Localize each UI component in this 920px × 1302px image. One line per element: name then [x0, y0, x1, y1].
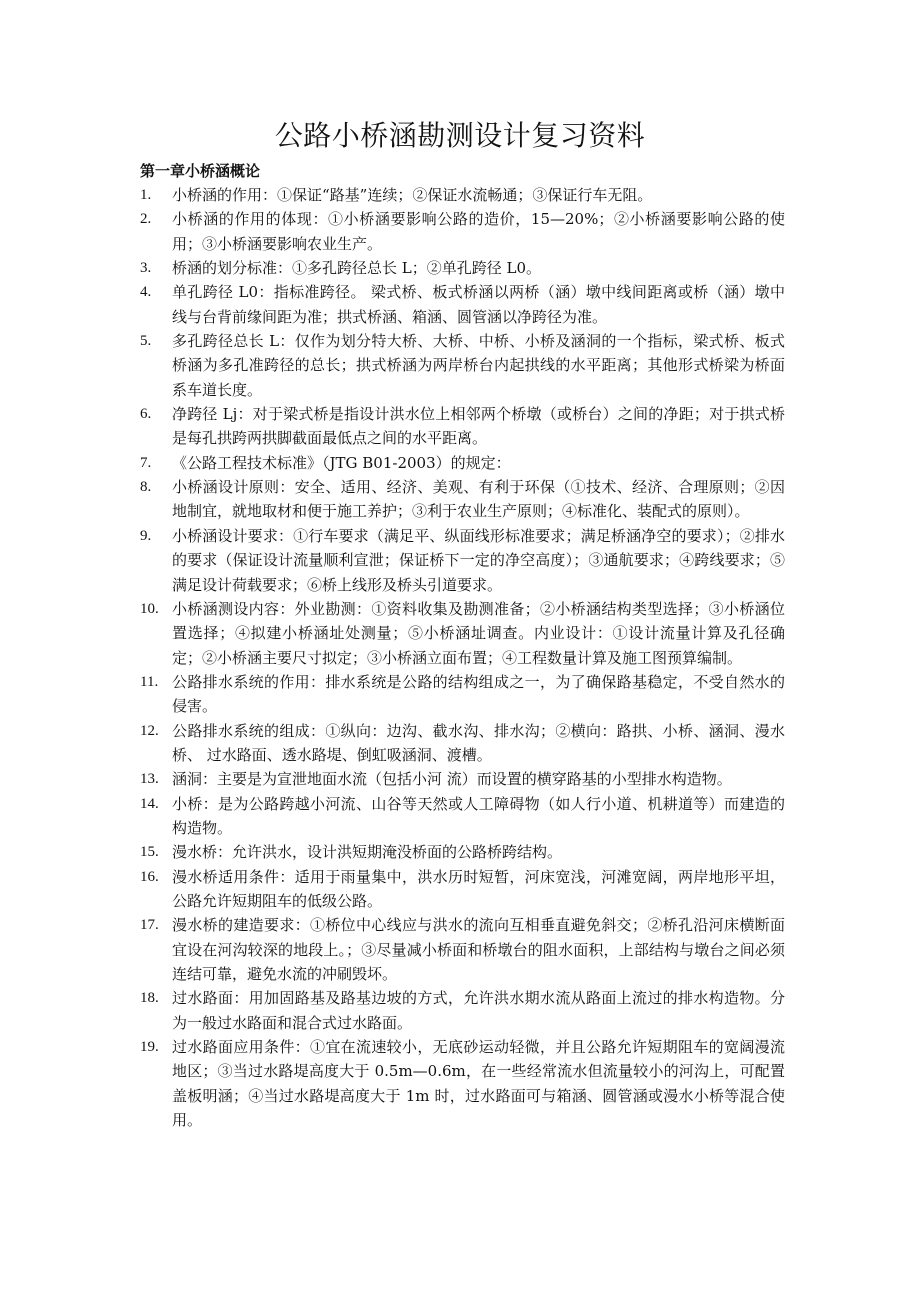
document-title: 公路小桥涵勘测设计复习资料 — [274, 119, 646, 152]
list-item-number: 17. — [140, 917, 159, 934]
list-item-text: 小桥涵设计原则：安全、适用、经济、美观、有利于环保（①技术、经济、合理原则；②因地制宜，就地取材和便于施工养护；③利于农业生产原则；④标准化、装配式的原则）。 — [172, 478, 785, 521]
list-item — [140, 865, 785, 914]
list-item-text: 《公路工程技术标准》（JTG B01-2003）的规定： — [172, 453, 511, 472]
list-item-text: 净跨径 Lj：对于梁式桥是指设计洪水位上相邻两个桥墩（或桥台）之间的净距；对于拱式桥是每孔拱跨两拱脚截面最低点之间的水平距离。 — [172, 405, 785, 448]
list-item-number: 5. — [140, 333, 152, 350]
list-item — [140, 329, 785, 402]
list-item-number: 19. — [140, 1039, 159, 1056]
chapter-heading: 第一章小桥涵概论 — [140, 162, 261, 180]
list-item — [140, 475, 785, 524]
list-item-number: 7. — [140, 454, 152, 471]
list-item-number: 8. — [140, 479, 152, 496]
list-item — [140, 451, 785, 475]
list-item-number: 1. — [140, 187, 152, 203]
list-item-text: 公路排水系统的组成：①纵向：边沟、截水沟、排水沟；②横向：路拱、小桥、涵洞、漫水桥、 过水路面、透水路堤、倒虹吸涵洞、渡槽。 — [172, 721, 785, 764]
list-item — [140, 1035, 785, 1132]
numbered-list — [140, 183, 785, 1132]
list-item-text: 涵洞：主要是为宣泄地面水流（包括小河 流）而设置的横穿路基的小型排水构造物。 — [172, 770, 732, 789]
list-item — [140, 597, 785, 670]
list-item-text: 单孔跨径 L0：指标准跨径。 梁式桥、板式桥涵以两桥（涵）墩中线间距离或桥（涵）墩中线与台背前缘间距为准；拱式桥涵、箱涵、圆管涵以净跨径为准。 — [172, 283, 785, 326]
list-item-number: 16. — [140, 868, 159, 885]
list-item-number: 15. — [140, 844, 159, 861]
list-item-number: 3. — [140, 260, 152, 277]
list-item-text: 小桥涵的作用的体现：①小桥涵要影响公路的造价，15—20%；②小桥涵要影响公路的使用；③小桥涵要影响农业生产。 — [172, 210, 785, 253]
list-item-text: 小桥涵的作用：①保证“路基”连续；②保证水流畅通；③保证行车无阻。 — [172, 186, 653, 204]
list-item — [140, 913, 785, 986]
list-item-number: 4. — [140, 284, 152, 301]
list-item-text: 过水路面：用加固路基及路基边坡的方式，允许洪水期水流从路面上流过的排水构造物。分为一般过水路面和混合式过水路面。 — [172, 989, 785, 1032]
list-item-number: 11. — [140, 673, 159, 690]
list-item-text: 小桥涵测设内容：外业勘测：①资料收集及勘测准备；②小桥涵结构类型选择；③小桥涵位置选择；④拟建小桥涵址处测量；⑤小桥涵址调查。内业设计：①设计流量计算及孔径确定；②小桥涵主要尺寸拟定；③小桥涵立面布置；④工程数量计算及施工图预算编制。 — [172, 599, 785, 667]
list-item-number: 9. — [140, 527, 152, 544]
list-item — [140, 402, 785, 451]
list-item — [140, 183, 785, 207]
list-item-number: 2. — [140, 211, 152, 228]
list-item-text: 小桥：是为公路跨越小河流、山谷等天然或人工障碍物（如人行小道、机耕道等）而建造的构造物。 — [172, 794, 785, 837]
list-item — [140, 280, 785, 329]
list-item-text: 漫水桥适用条件：适用于雨量集中，洪水历时短暂，河床宽浅，河滩宽阔，两岸地形平坦，公路允许短期阻车的低级公路。 — [172, 867, 785, 910]
list-item-text: 过水路面应用条件：①宜在流速较小，无底砂运动轻微，并且公路允许短期阻车的宽阔漫流地区；③当过水路堤高度大于 0.5m—0.6m，在一些经常流水但流量较小的河沟上，可配置盖板明涵；④当过水路堤高度大于 1m 时，过水路面可与箱涵、圆管涵或漫水小桥等混合使用。 — [172, 1038, 785, 1130]
list-item — [140, 719, 785, 768]
list-item — [140, 792, 785, 841]
list-item-number: 14. — [140, 795, 159, 812]
list-item — [140, 840, 785, 864]
list-item-number: 18. — [140, 990, 159, 1007]
list-item — [140, 524, 785, 597]
list-item-number: 10. — [140, 600, 159, 617]
list-item-text: 漫水桥的建造要求：①桥位中心线应与洪水的流向互相垂直避免斜交；②桥孔沿河床横断面宜设在河沟较深的地段上。；③尽量减小桥面和桥墩台的阻水面积，上部结构与墩台之间必须连结可靠，避免水流的冲刷毁坏。 — [172, 916, 785, 983]
list-item — [140, 670, 785, 719]
list-item — [140, 767, 785, 791]
list-item-number: 12. — [140, 722, 159, 739]
list-item-text: 公路排水系统的作用：排水系统是公路的结构组成之一，为了确保路基稳定，不受自然水的侵害。 — [172, 672, 785, 716]
list-item-text: 桥涵的划分标准：①多孔跨径总长 L；②单孔跨径 L0。 — [172, 259, 542, 278]
list-item — [140, 256, 785, 280]
list-item-number: 13. — [140, 771, 159, 788]
list-item-text: 小桥涵设计要求：①行车要求（满足平、纵面线形标准要求；满足桥涵净空的要求）；②排水的要求（保证设计流量顺利宣泄；保证桥下一定的净空高度）；③通航要求；④跨线要求；⑤满足设计荷载要求；⑥桥上线形及桥头引道要求。 — [172, 526, 785, 594]
list-item — [140, 207, 785, 256]
list-item — [140, 986, 785, 1035]
list-item-text: 漫水桥：允许洪水，设计洪短期淹没桥面的公路桥跨结构。 — [172, 843, 563, 862]
list-item-number: 6. — [140, 406, 152, 423]
list-item-text: 多孔跨径总长 L：仅作为划分特大桥、大桥、中桥、小桥及涵洞的一个指标，梁式桥、板式桥涵为多孔准跨径的总长；拱式桥涵为两岸桥台内起拱线的水平距离；其他形式桥梁为桥面系车道长度。 — [172, 332, 785, 399]
